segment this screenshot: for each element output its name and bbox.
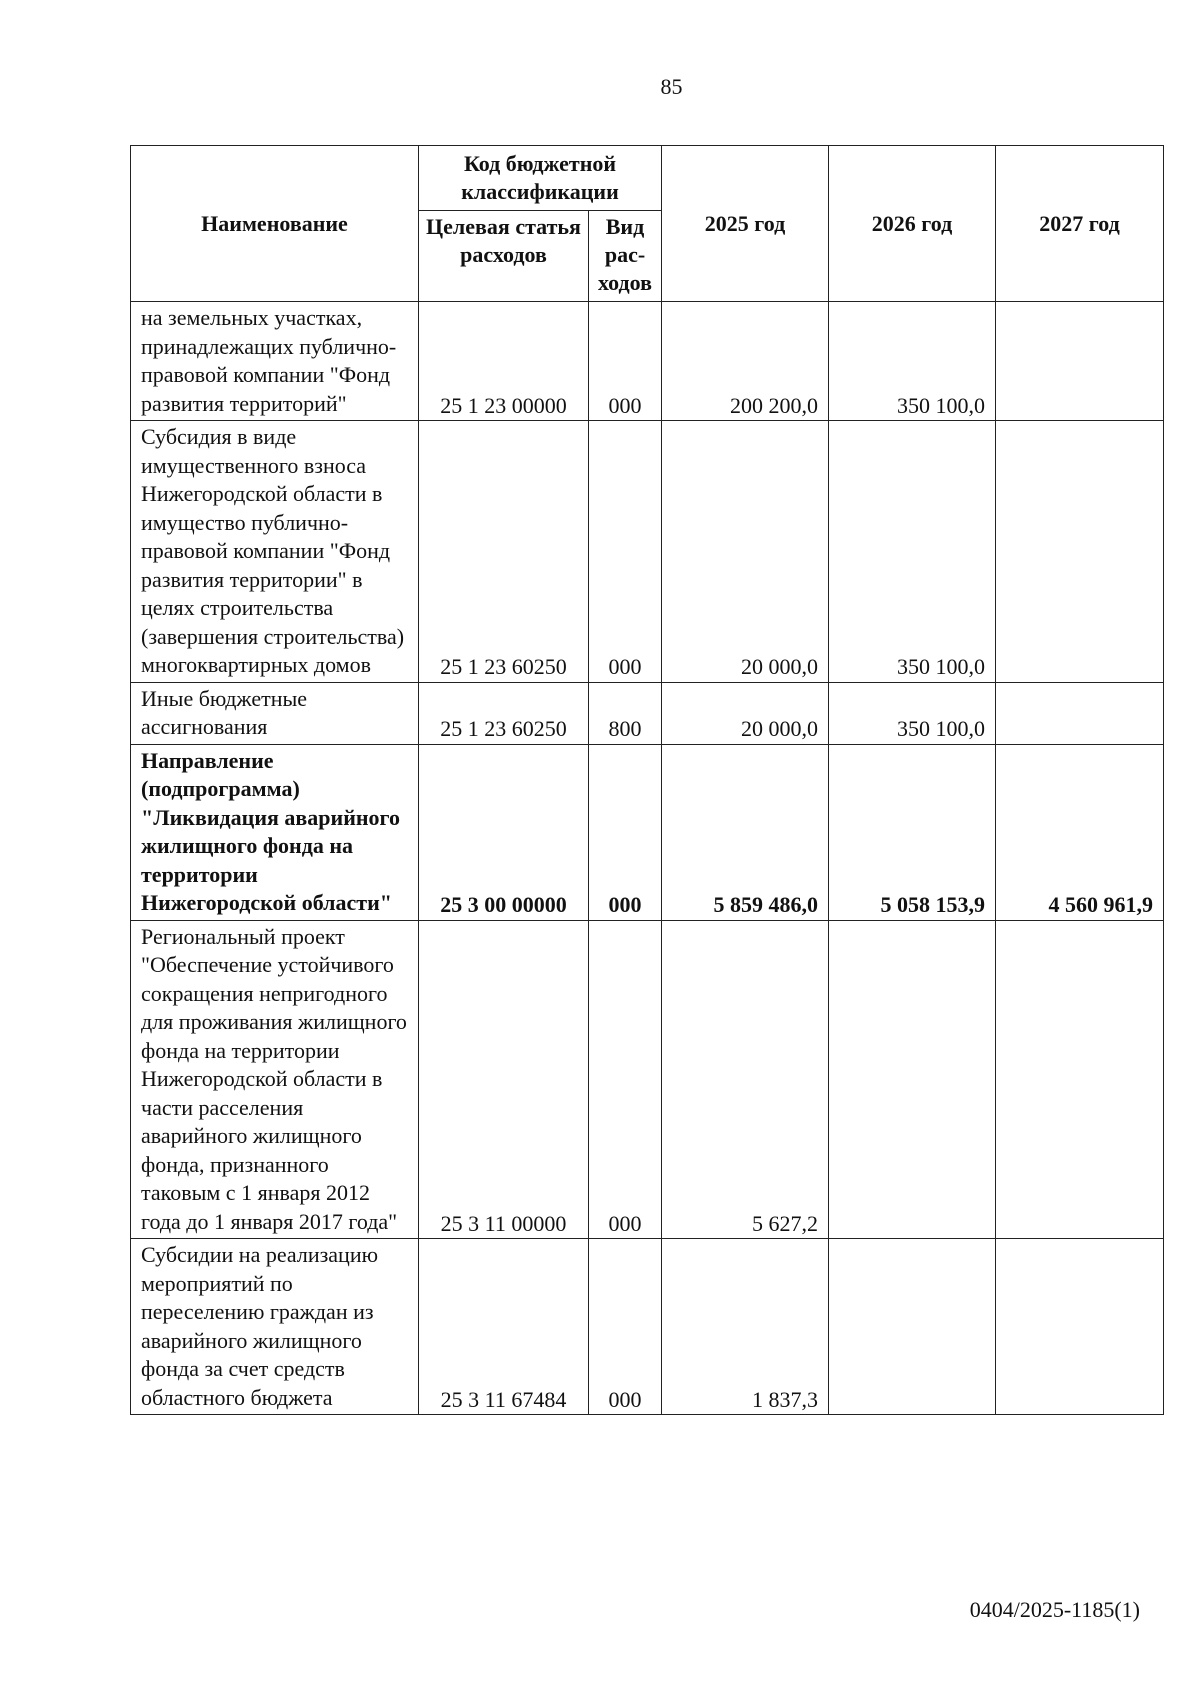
row-target-article: 25 1 23 00000 (419, 302, 589, 421)
row-name: Направление (подпрограмма) "Ликвидация аварийного жилищного фонда на территории Нижегородской области" (131, 744, 419, 920)
header-target-article: Целевая статья расходов (419, 211, 589, 302)
table-row (131, 421, 1164, 683)
row-target-article: 25 3 11 67484 (419, 1239, 589, 1415)
row-name: Субсидия в виде имущественного взноса Нижегородской области в имущество публично-правовой компании "Фонд развития территории" в целях строительства (завершения строительства) многоквартирных домов (131, 421, 419, 683)
row-2026: 5 058 153,9 (829, 744, 996, 920)
row-2026: 350 100,0 (829, 421, 996, 683)
row-name: Субсидии на реализацию мероприятий по переселению граждан из аварийного жилищного фонда за счет средств областного бюджета (131, 1239, 419, 1415)
row-2026 (829, 920, 996, 1239)
row-expense-type: 000 (589, 302, 662, 421)
row-target-article: 25 1 23 60250 (419, 421, 589, 683)
row-expense-type: 800 (589, 682, 662, 744)
row-name: Иные бюджетные ассигнования (131, 682, 419, 744)
row-expense-type: 000 (589, 920, 662, 1239)
row-name: Региональный проект "Обеспечение устойчивого сокращения непригодного для проживания жилищного фонда на территории Нижегородской области в части расселения аварийного жилищного фонда, признанного таковым с 1 января 2012 года до 1 января 2017 года" (131, 920, 419, 1239)
table-row (131, 920, 1164, 1239)
row-target-article: 25 3 11 00000 (419, 920, 589, 1239)
budget-table (130, 145, 1164, 1415)
table-row (131, 302, 1164, 421)
row-target-article: 25 3 00 00000 (419, 744, 589, 920)
table-row (131, 744, 1164, 920)
row-2027 (996, 920, 1164, 1239)
header-expense-type: Вид рас-ходов (589, 211, 662, 302)
header-year-2025: 2025 год (662, 146, 829, 302)
row-2026: 350 100,0 (829, 302, 996, 421)
header-year-2027: 2027 год (996, 146, 1164, 302)
document-code: 0404/2025-1185(1) (969, 1597, 1140, 1622)
row-expense-type: 000 (589, 744, 662, 920)
row-2025: 20 000,0 (662, 682, 829, 744)
row-2027 (996, 421, 1164, 683)
header-year-2026: 2026 год (829, 146, 996, 302)
table-row (131, 682, 1164, 744)
table-row (131, 1239, 1164, 1415)
row-2025: 5 859 486,0 (662, 744, 829, 920)
row-2025: 1 837,3 (662, 1239, 829, 1415)
row-2025: 5 627,2 (662, 920, 829, 1239)
row-expense-type: 000 (589, 1239, 662, 1415)
row-2025: 20 000,0 (662, 421, 829, 683)
row-2025: 200 200,0 (662, 302, 829, 421)
header-name: Наименование (131, 146, 419, 302)
row-2026 (829, 1239, 996, 1415)
row-2027: 4 560 961,9 (996, 744, 1164, 920)
header-code-group: Код бюджетной классификации (419, 146, 662, 211)
row-2027 (996, 302, 1164, 421)
row-name: на земельных участках, принадлежащих публично-правовой компании "Фонд развития территорий" (131, 302, 419, 421)
page-number: 85 (660, 74, 683, 99)
row-2027 (996, 1239, 1164, 1415)
row-2026: 350 100,0 (829, 682, 996, 744)
row-expense-type: 000 (589, 421, 662, 683)
row-target-article: 25 1 23 60250 (419, 682, 589, 744)
row-2027 (996, 682, 1164, 744)
